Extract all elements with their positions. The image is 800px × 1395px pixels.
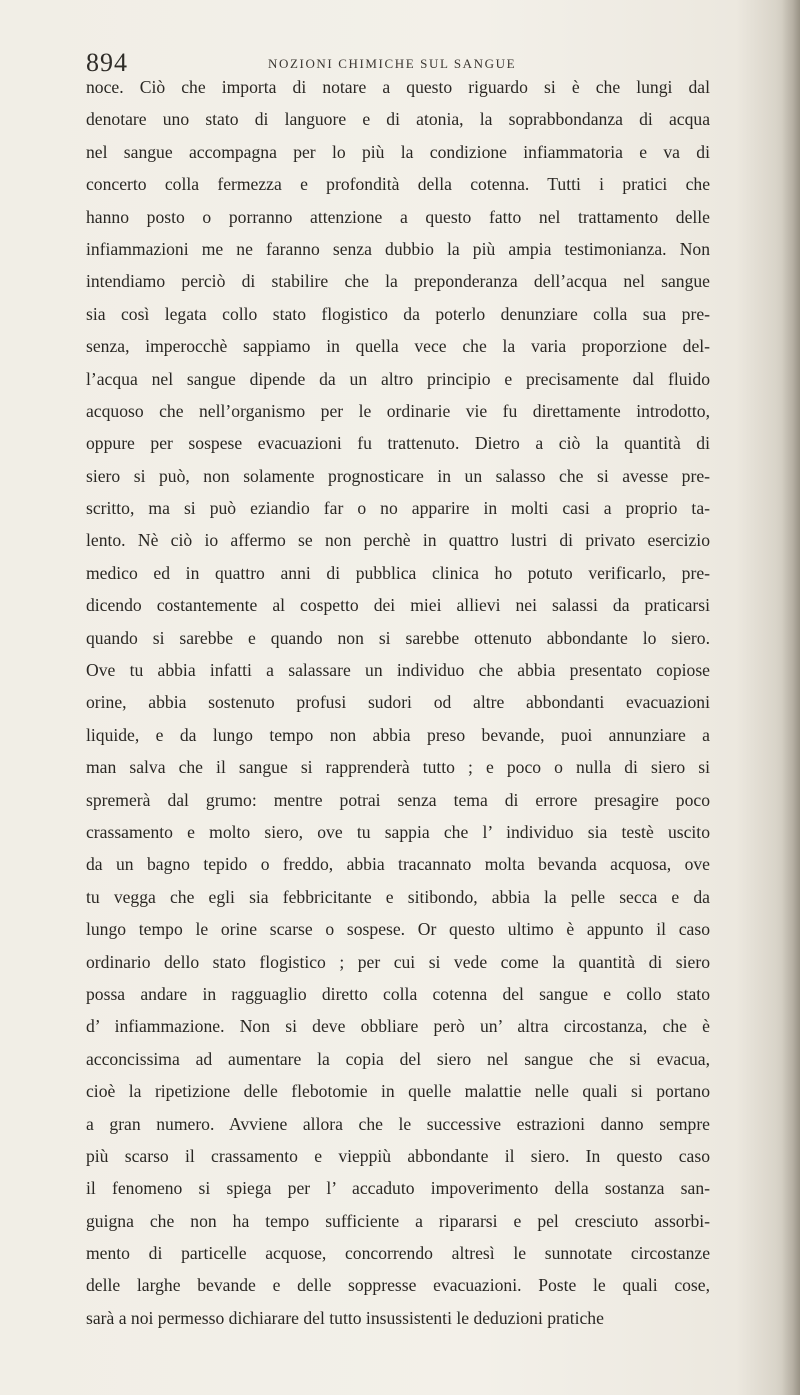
text-line: orine, abbia sostenuto profusi sudori od altre abbondanti evacuazioni bbox=[86, 692, 710, 713]
text-line: lento. Nè ciò io affermo se non perchè in quattro lustri di privato esercizio bbox=[86, 530, 710, 551]
text-line: crassamento e molto siero, ove tu sappia che l’ individuo sia testè uscito bbox=[86, 821, 710, 842]
body-text bbox=[86, 71, 710, 1334]
text-line: siero si può, non solamente prognosticare in un salasso che si avesse pre- bbox=[86, 465, 710, 486]
text-line: possa andare in ragguaglio diretto colla cotenna del sangue e collo stato bbox=[86, 983, 710, 1004]
text-line: delle larghe bevande e delle soppresse evacuazioni. Poste le quali cose, bbox=[86, 1275, 710, 1296]
text-line: infiammazioni me ne faranno senza dubbio la più ampia testimonianza. Non bbox=[86, 238, 710, 259]
text-line: denotare uno stato di languore e di atonia, la soprabbondanza di acqua bbox=[86, 109, 710, 130]
text-line: dicendo costantemente al cospetto dei miei allievi nei salassi da praticarsi bbox=[86, 595, 710, 616]
text-line: nel sangue accompagna per lo più la condizione infiammatoria e va di bbox=[86, 141, 710, 162]
text-line: il fenomeno si spiega per l’ accaduto impoverimento della sostanza san- bbox=[86, 1178, 710, 1199]
text-line: spremerà dal grumo: mentre potrai senza tema di errore presagire poco bbox=[86, 789, 710, 810]
text-line: acquoso che nell’organismo per le ordinarie vie fu direttamente introdotto, bbox=[86, 400, 710, 421]
text-line: ordinario dello stato flogistico ; per cui si vede come la quantità di siero bbox=[86, 951, 710, 972]
text-line: tu vegga che egli sia febbricitante e sitibondo, abbia la pelle secca e da bbox=[86, 886, 710, 907]
text-line: intendiamo perciò di stabilire che la preponderanza dell’acqua nel sangue bbox=[86, 271, 710, 292]
text-line: quando si sarebbe e quando non si sarebbe ottenuto abbondante lo siero. bbox=[86, 627, 710, 648]
text-line: medico ed in quattro anni di pubblica clinica ho potuto verificarlo, pre- bbox=[86, 562, 710, 583]
text-line: mento di particelle acquose, concorrendo altresì le sunnotate circostanze bbox=[86, 1243, 710, 1264]
text-line: guigna che non ha tempo sufficiente a ripararsi e pel cresciuto assorbi- bbox=[86, 1210, 710, 1231]
text-line: sarà a noi permesso dichiarare del tutto insussistenti le deduzioni pratiche bbox=[86, 1307, 604, 1328]
text-line: Ove tu abbia infatti a salassare un individuo che abbia presentato copiose bbox=[86, 660, 710, 681]
text-line: più scarso il crassamento e vieppiù abbondante il siero. In questo caso bbox=[86, 1145, 710, 1166]
page-edge-shadow bbox=[782, 0, 800, 1395]
text-line: senza, imperocchè sappiamo in quella vece che la varia proporzione del- bbox=[86, 336, 710, 357]
text-line: a gran numero. Avviene allora che le successive estrazioni danno sempre bbox=[86, 1113, 710, 1134]
text-line: liquide, e da lungo tempo non abbia preso bevande, puoi annunziare a bbox=[86, 724, 710, 745]
page-number: 894 bbox=[86, 48, 128, 77]
text-line: concerto colla fermezza e profondità della cotenna. Tutti i pratici che bbox=[86, 174, 710, 195]
text-line: hanno posto o porranno attenzione a questo fatto nel trattamento delle bbox=[86, 206, 710, 227]
text-line: man salva che il sangue si rapprenderà tutto ; e poco o nulla di siero si bbox=[86, 757, 710, 778]
text-line: scritto, ma si può eziandio far o no apparire in molti casi a proprio ta- bbox=[86, 498, 710, 519]
text-line: oppure per sospese evacuazioni fu trattenuto. Dietro a ciò la quantità di bbox=[86, 433, 710, 454]
text-line: acconcissima ad aumentare la copia del siero nel sangue che si evacua, bbox=[86, 1048, 710, 1069]
text-line: d’ infiammazione. Non si deve obbliare però un’ altra circostanza, che è bbox=[86, 1016, 710, 1037]
text-line: da un bagno tepido o freddo, abbia tracannato molta bevanda acquosa, ove bbox=[86, 854, 710, 875]
text-line: l’acqua nel sangue dipende da un altro principio e precisamente dal fluido bbox=[86, 368, 710, 389]
text-line: sia così legata collo stato flogistico da poterlo denunziare colla sua pre- bbox=[86, 303, 710, 324]
running-title: NOZIONI CHIMICHE SUL SANGUE bbox=[268, 56, 517, 71]
text-line: lungo tempo le orine scarse o sospese. Or questo ultimo è appunto il caso bbox=[86, 919, 710, 940]
text-line: cioè la ripetizione delle flebotomie in quelle malattie nelle quali si portano bbox=[86, 1081, 710, 1102]
text-line: noce. Ciò che importa di notare a questo riguardo si è che lungi dal bbox=[86, 77, 710, 97]
